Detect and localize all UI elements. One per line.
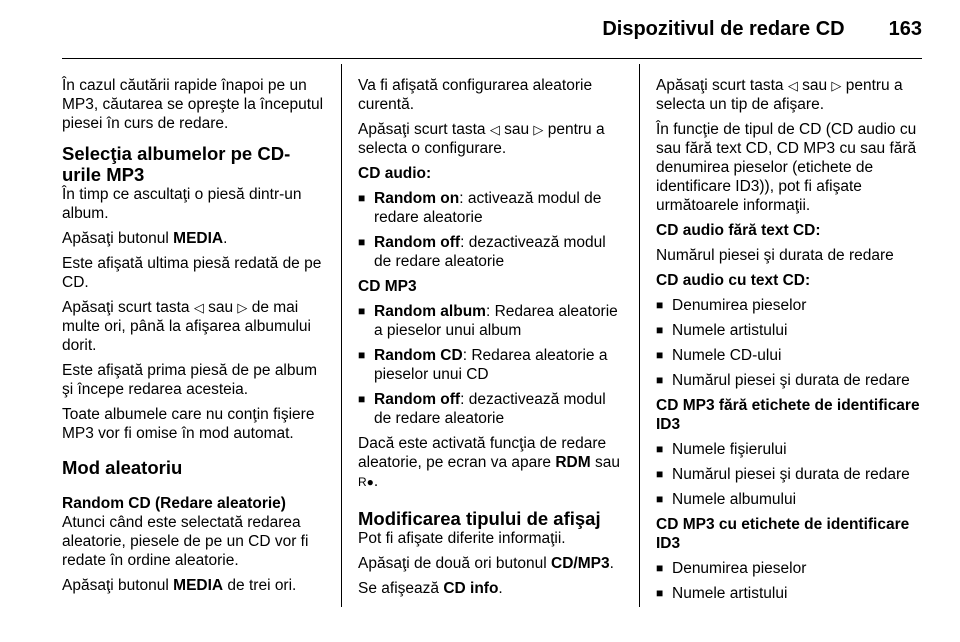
list-item: ■ Denumirea pieselor [656,297,807,314]
list-item: ■ Random album: Redarea aleatorie a pieselor unui album [358,303,618,339]
column-divider-1 [341,64,342,607]
page-number: 163 [888,18,922,40]
list-item: ■ Numele artistului [656,585,788,602]
triangle-left-icon: ◁ [489,122,500,137]
cd-info-label: CD info [443,580,499,597]
paragraph: Apăsaţi de două ori butonul CD/MP3. [358,555,614,572]
paragraph: Toate albumele care nu conţin fişiere MP3 vor fi omise în mod automat. [62,406,315,442]
bullet-icon: ■ [358,191,366,205]
triangle-right-icon: ▷ [237,300,248,315]
media-button-label: MEDIA [173,230,224,247]
paragraph: Pot fi afişate diferite informaţii. [358,530,566,547]
paragraph: Atunci când este selectată redarea aleatorie, piesele de pe un CD vor fi redate în ordine aleatorie. [62,514,309,569]
section-heading-display: Modificarea tipului de afişaj [358,508,601,529]
list-item: ■ Random off: dezactivează modul de redare aleatorie [358,234,606,270]
bullet-icon: ■ [656,442,664,456]
list-item: ■ Random on: activează modul de redare aleatorie [358,190,602,226]
bullet-icon: ■ [656,467,664,481]
list-item: ■ Denumirea pieselor [656,560,807,577]
subheading: CD MP3 [358,278,417,295]
triangle-left-icon: ◁ [787,78,798,93]
column-1 [62,76,327,601]
section-heading-random: Mod aleatoriu [62,457,183,478]
list-item: ■ Numele CD-ului [656,347,782,364]
subheading: CD audio: [358,165,432,182]
paragraph: În funcţie de tipul de CD (CD audio cu sau fără text CD, CD MP3 cu sau fără denumirea pieselor (etichete de identificare ID3)), pot fi afişate următoarele informaţii. [656,121,917,214]
bullet-icon: ■ [358,235,366,249]
column-3 [656,76,924,609]
triangle-right-icon: ▷ [831,78,842,93]
paragraph: În timp ce ascultaţi o piesă dintr-un album. [62,186,302,222]
bullet-icon: ■ [656,323,664,337]
paragraph: Apăsaţi butonul MEDIA. [62,230,228,247]
paragraph: Dacă este activată funcţia de redare aleatorie, pe ecran va apare RDM sau R●. [358,435,620,490]
list-item: ■ Numele albumului [656,491,797,508]
paragraph: Va fi afişată configurarea aleatorie curentă. [358,77,593,113]
bullet-icon: ■ [656,561,664,575]
subheading: CD MP3 cu etichete de identificare ID3 [656,516,910,552]
column-2 [358,76,626,604]
page-header [0,18,922,48]
paragraph: Apăsaţi scurt tasta ◁ sau ▷ pentru a selecta un tip de afişare. [656,77,903,113]
paragraph: Apăsaţi scurt tasta ◁ sau ▷ de mai multe ori, până la afişarea albumului dorit. [62,299,311,354]
list-item: ■ Numele artistului [656,322,788,339]
header-rule [62,58,922,59]
bullet-icon: ■ [656,348,664,362]
triangle-left-icon: ◁ [193,300,204,315]
cd-mp3-button-label: CD/MP3 [551,555,610,572]
bullet-icon: ■ [656,492,664,506]
section-heading-album: Selecţia albumelor pe CD-urile MP3 [62,143,291,185]
list-item: ■ Random off: dezactivează modul de redare aleatorie [358,391,606,427]
paragraph: Numărul piesei şi durata de redare [656,247,894,264]
page-title: Dispozitivul de redare CD [602,18,845,40]
bullet-icon: ■ [656,586,664,600]
subheading: CD audio fără text CD: [656,222,821,239]
subheading: CD MP3 fără etichete de identificare ID3 [656,397,920,433]
bullet-icon: ■ [656,373,664,387]
subheading: Random CD (Redare aleatorie) [62,495,286,512]
paragraph: Apăsaţi scurt tasta ◁ sau ▷ pentru a selecta o configurare. [358,121,605,157]
media-button-label: MEDIA [173,577,224,594]
triangle-right-icon: ▷ [533,122,544,137]
random-symbol-icon: R● [358,475,374,489]
paragraph: În cazul căutării rapide înapoi pe un MP3, căutarea se opreşte la începutul piesei în curs de redare. [62,77,324,132]
bullet-icon: ■ [358,348,366,362]
paragraph: Este afişată prima piesă de pe album şi începe redarea acesteia. [62,362,318,398]
subheading: CD audio cu text CD: [656,272,811,289]
bullet-icon: ■ [656,298,664,312]
list-item: ■ Numărul piesei şi durata de redare [656,466,910,483]
paragraph: Apăsaţi butonul MEDIA de trei ori. [62,577,297,594]
rdm-indicator: RDM [555,454,591,471]
bullet-icon: ■ [358,392,366,406]
paragraph: Se afişează CD info. [358,580,503,597]
paragraph: Este afişată ultima piesă redată de pe CD. [62,255,322,291]
list-item: ■ Numărul piesei şi durata de redare [656,372,910,389]
column-divider-2 [639,64,640,607]
bullet-icon: ■ [358,304,366,318]
list-item: ■ Random CD: Redarea aleatorie a pieselor unui CD [358,347,608,383]
list-item: ■ Numele fişierului [656,441,787,458]
